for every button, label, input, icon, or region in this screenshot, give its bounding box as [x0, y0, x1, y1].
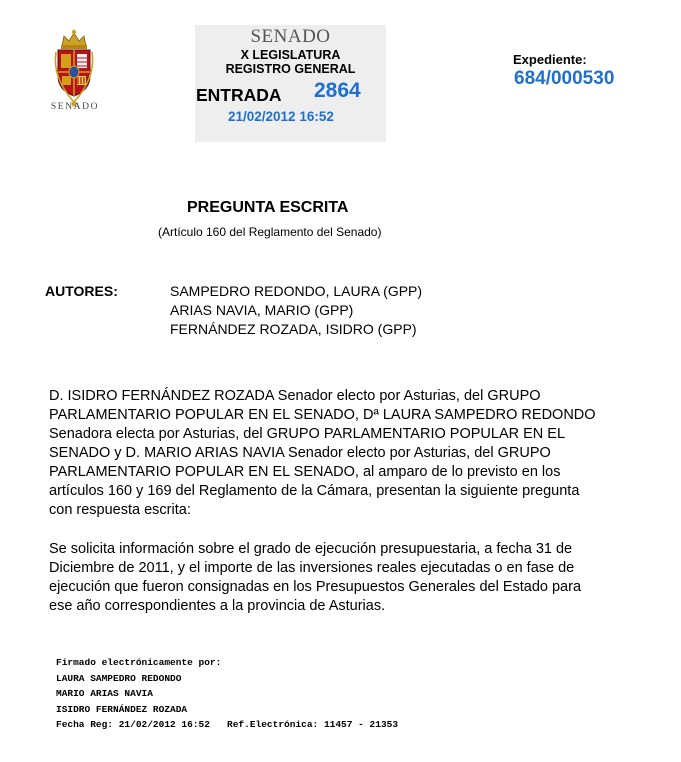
paragraph-line: Diciembre de 2011, y el importe de las inversiones reales ejecutadas o en fase de	[49, 560, 575, 576]
stamp-registry: REGISTRO GENERAL	[225, 62, 356, 76]
expediente-label: Expediente:	[513, 52, 587, 67]
author-item: ARIAS NAVIA, MARIO (GPP)	[170, 302, 354, 318]
paragraph-line: PARLAMENTARIO POPULAR EN EL SENADO, al amparo de lo previsto en los	[49, 464, 561, 480]
document-subtitle: (Artículo 160 del Reglamento del Senado)	[158, 225, 382, 239]
intro-paragraph	[49, 387, 679, 520]
signer-name: MARIO ARIAS NAVIA	[56, 688, 153, 699]
stamp-entry-label: ENTRADA	[196, 85, 282, 105]
expediente-number: 684/000530	[514, 68, 615, 89]
paragraph-line: artículos 160 y 169 del Reglamento de la Cámara, presentan la siguiente pregunta	[49, 483, 580, 499]
author-item: FERNÁNDEZ ROZADA, ISIDRO (GPP)	[170, 321, 417, 337]
author-item: SAMPEDRO REDONDO, LAURA (GPP)	[170, 283, 423, 299]
paragraph-line: D. ISIDRO FERNÁNDEZ ROZADA Senador electo por Asturias, del GRUPO	[49, 388, 541, 404]
signer-name: LAURA SAMPEDRO REDONDO	[56, 672, 182, 684]
stamp-entry-number: 2864	[314, 79, 361, 102]
stamp-chamber: SENADO	[250, 26, 331, 47]
paragraph-line: con respuesta escrita:	[49, 502, 191, 518]
paragraph-line: Se solicita información sobre el grado de ejecución presupuestaria, a fecha 31 de	[49, 541, 573, 557]
stamp-legislature: X LEGISLATURA	[240, 48, 341, 62]
signer-name: ISIDRO FERNÁNDEZ ROZADA	[56, 703, 188, 715]
document-title: PREGUNTA ESCRITA	[187, 199, 349, 216]
electronic-signature-block	[56, 655, 398, 733]
registry-stamp	[195, 25, 386, 142]
signature-label: Firmado electrónicamente por:	[56, 657, 222, 668]
paragraph-line: SENADO y D. MARIO ARIAS NAVIA Senador electo por Asturias, del GRUPO	[49, 445, 551, 461]
question-paragraph	[49, 540, 679, 616]
paragraph-line: ejecución que fueron consignadas en los Presupuestos Generales del Estado para	[49, 579, 582, 595]
paragraph-line: ese año correspondientes a la provincia de Asturias.	[49, 598, 386, 614]
paragraph-line: PARLAMENTARIO POPULAR EN EL SENADO, Dª LAURA SAMPEDRO REDONDO	[49, 407, 596, 423]
signature-footer: Fecha Reg: 21/02/2012 16:52 Ref.Electrónica: 11457 - 21353	[56, 719, 399, 730]
authors-label: AUTORES:	[45, 283, 118, 299]
paragraph-line: Senadora electa por Asturias, del GRUPO PARLAMENTARIO POPULAR EN EL	[49, 426, 566, 442]
seal-caption: SENADO	[50, 102, 100, 112]
stamp-entry-datetime: 21/02/2012 16:52	[228, 109, 334, 124]
